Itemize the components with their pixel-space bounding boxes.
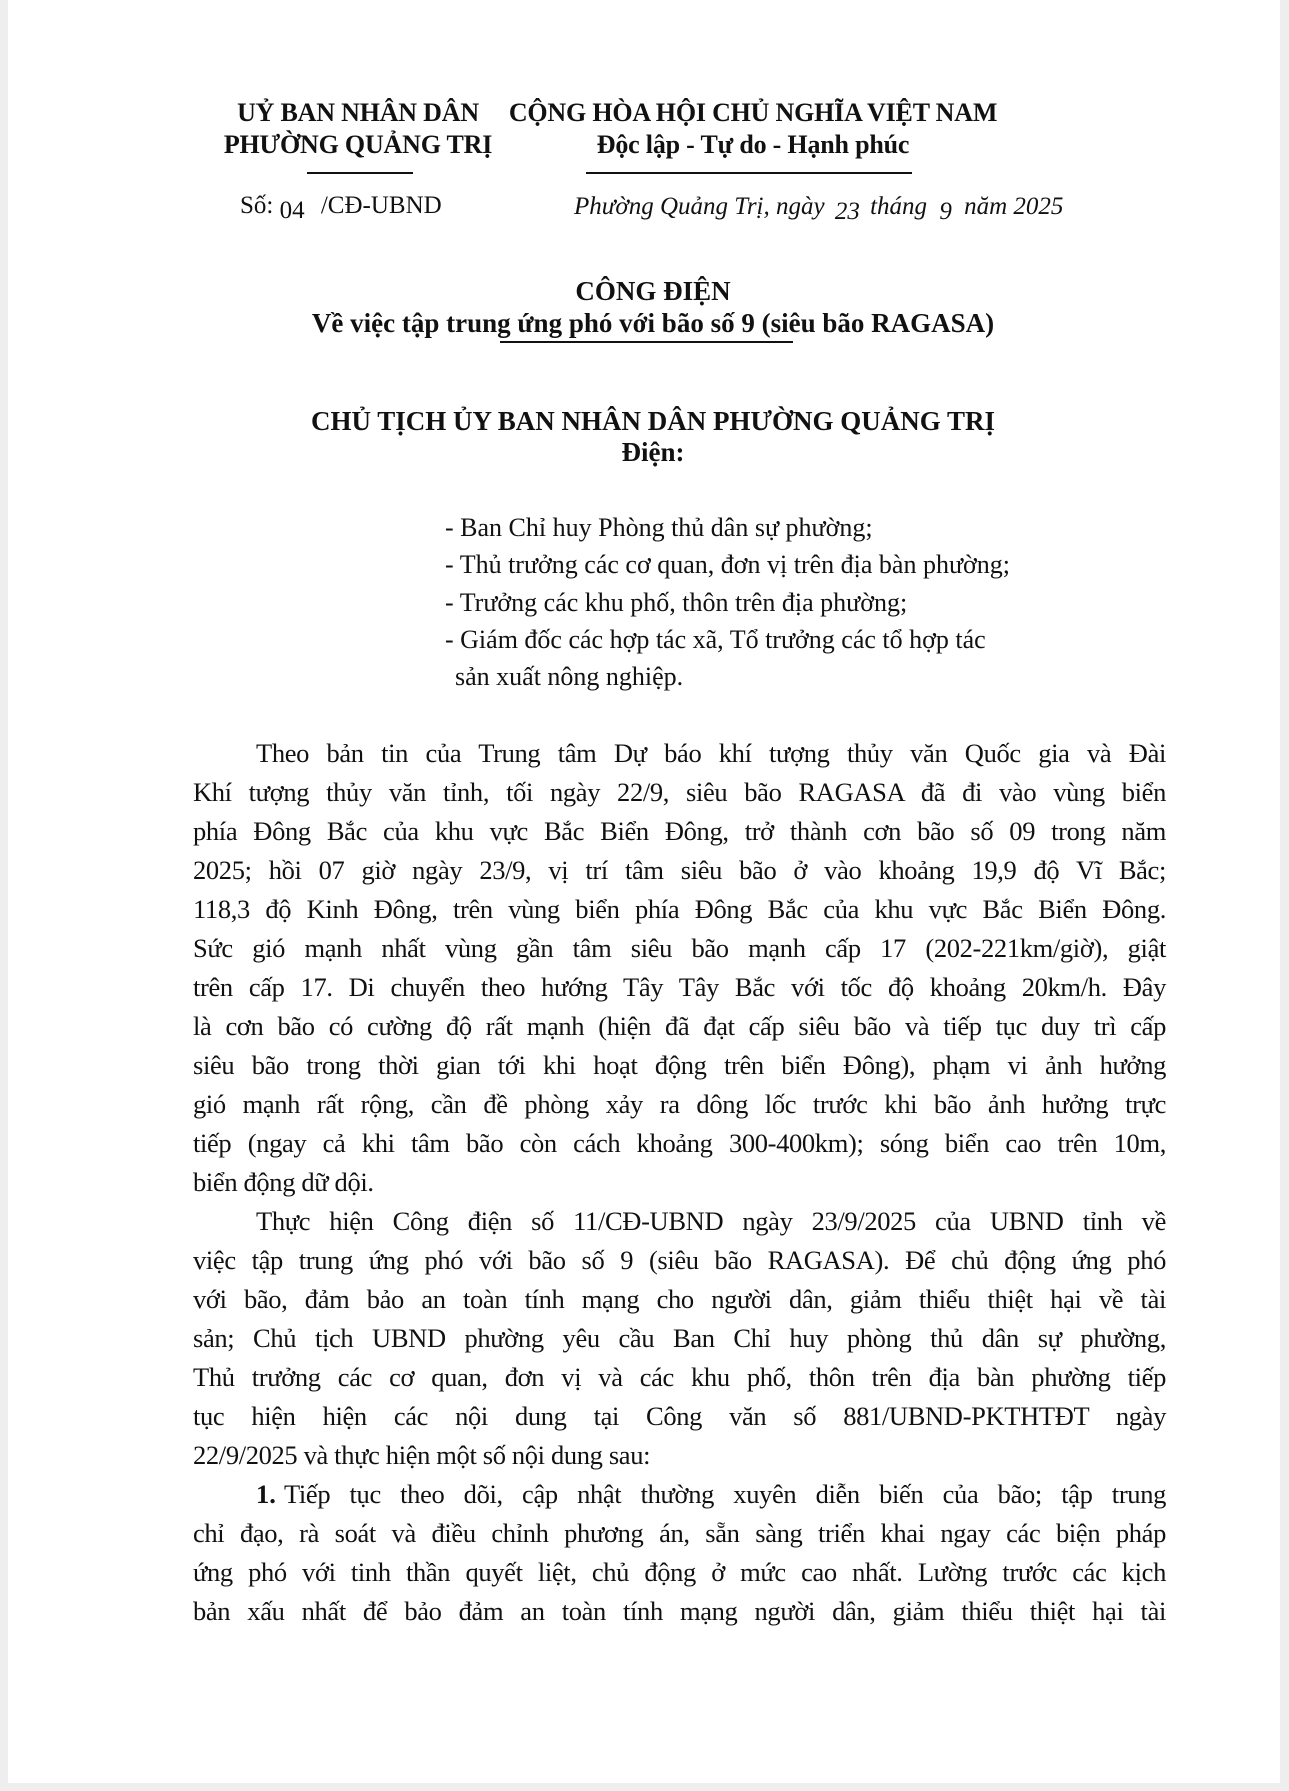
recipient-item: - Trưởng các khu phố, thôn trên địa phường; [445, 588, 908, 617]
date-year: năm 2025 [964, 193, 1064, 220]
document-number-value: 04 [279, 197, 305, 224]
sender-title: CHỦ TỊCH ỦY BAN NHÂN DÂN PHƯỜNG QUẢNG TRỊ [310, 406, 996, 436]
nation-title: CỘNG HÒA HỘI CHỦ NGHĨA VIỆT NAM [508, 98, 998, 127]
body-line: ứng phó với tinh thần quyết liệt, chủ động ở mức cao nhất. Lường trước các kịch [193, 1557, 1166, 1587]
document-type: CÔNG ĐIỆN [575, 276, 731, 306]
document-number-suffix: /CĐ-UBND [320, 192, 442, 219]
body-line: 2025; hồi 07 giờ ngày 23/9, vị trí tâm siêu bão ở vào khoảng 19,9 độ Vĩ Bắc; [193, 855, 1166, 885]
body-line: là cơn bão có cường độ rất mạnh (hiện đã đạt cấp siêu bão và tiếp tục duy trì cấp [193, 1011, 1166, 1041]
body-line: Theo bản tin của Trung tâm Dự báo khí tượng thủy văn Quốc gia và Đài [256, 738, 1166, 768]
body-line: phía Đông Bắc của khu vực Bắc Biển Đông, trở thành cơn bão số 09 trong năm [193, 816, 1166, 846]
body-line: Thực hiện Công điện số 11/CĐ-UBND ngày 23/9/2025 của UBND tỉnh về [256, 1206, 1166, 1236]
body-line: siêu bão trong thời gian tới khi hoạt động trên biển Đông), phạm vi ảnh hưởng [193, 1050, 1166, 1080]
issuer-line-1: UỶ BAN NHÂN DÂN [237, 98, 479, 127]
body-line: Thủ trưởng các cơ quan, đơn vị và các khu phố, thôn trên địa bàn phường tiếp [193, 1362, 1166, 1392]
recipient-item: sản xuất nông nghiệp. [455, 662, 684, 691]
body-line: tục hiện hiện các nội dung tại Công văn số 881/UBND-PKTHTĐT ngày [193, 1401, 1166, 1431]
body-line: Sức gió mạnh nhất vùng gần tâm siêu bão mạnh cấp 17 (202-221km/giờ), giật [193, 933, 1166, 963]
issuer-line-2: PHƯỜNG QUẢNG TRỊ [223, 130, 493, 159]
body-line: tiếp (ngay cả khi tâm bão còn cách khoảng 300-400km); sóng biển cao trên 10m, [193, 1128, 1166, 1158]
date-month: 9 [939, 198, 952, 225]
document-number [240, 192, 442, 224]
body-line: bản xấu nhất để bảo đảm an toàn tính mạng người dân, giảm thiểu thiệt hại tài [193, 1596, 1166, 1626]
body-line: Khí tượng thủy văn tỉnh, tối ngày 22/9, siêu bão RAGASA đã đi vào vùng biển [193, 777, 1166, 807]
nation-motto: Độc lập - Tự do - Hạnh phúc [596, 130, 910, 159]
body-line: sản; Chủ tịch UBND phường yêu cầu Ban Chỉ huy phòng thủ dân sự phường, [193, 1323, 1166, 1353]
body-line: Tiếp tục theo dõi, cập nhật thường xuyên diễn biến của bão; tập trung [284, 1479, 1166, 1509]
body-line: 22/9/2025 và thực hiện một số nội dung sau: [193, 1440, 651, 1470]
item-number: 1. [256, 1479, 276, 1509]
date-month-label: tháng [870, 193, 928, 220]
document-page [8, 0, 1280, 1783]
issuer-underline [307, 172, 413, 174]
body-line: biển động dữ dội. [193, 1167, 374, 1197]
body-line: trên cấp 17. Di chuyển theo hướng Tây Tây Bắc với tốc độ khoảng 20km/h. Đây [193, 972, 1166, 1002]
recipient-item: - Thủ trưởng các cơ quan, đơn vị trên địa bàn phường; [445, 550, 1011, 579]
motto-underline [586, 172, 912, 174]
body-line: với bão, đảm bảo an toàn tính mạng cho người dân, giảm thiểu thiệt hại về tài [193, 1284, 1166, 1314]
body-line: chỉ đạo, rà soát và điều chỉnh phương án, sẵn sàng triển khai ngay các biện pháp [193, 1518, 1166, 1548]
body-line: 118,3 độ Kinh Đông, trên vùng biển phía Đông Bắc của khu vực Bắc Biển Đông. [193, 894, 1166, 924]
document-number-prefix: Số: [240, 192, 274, 219]
body-line: gió mạnh rất rộng, cần đề phòng xảy ra dông lốc trước khi bão ảnh hưởng trực [193, 1089, 1166, 1119]
date-place-line [574, 193, 1064, 225]
document-subject: Về việc tập trung ứng phó với bão số 9 (siêu bão RAGASA) [311, 308, 995, 338]
subject-underline [500, 341, 793, 343]
recipient-item: - Ban Chỉ huy Phòng thủ dân sự phường; [445, 513, 873, 542]
recipient-item: - Giám đốc các hợp tác xã, Tổ trưởng các tổ hợp tác [445, 625, 986, 654]
date-place: Phường Quảng Trị, ngày [574, 193, 825, 220]
sender-action: Điện: [621, 437, 685, 467]
date-day: 23 [834, 198, 860, 225]
body-line: việc tập trung ứng phó với bão số 9 (siêu bão RAGASA). Để chủ động ứng phó [193, 1245, 1166, 1275]
